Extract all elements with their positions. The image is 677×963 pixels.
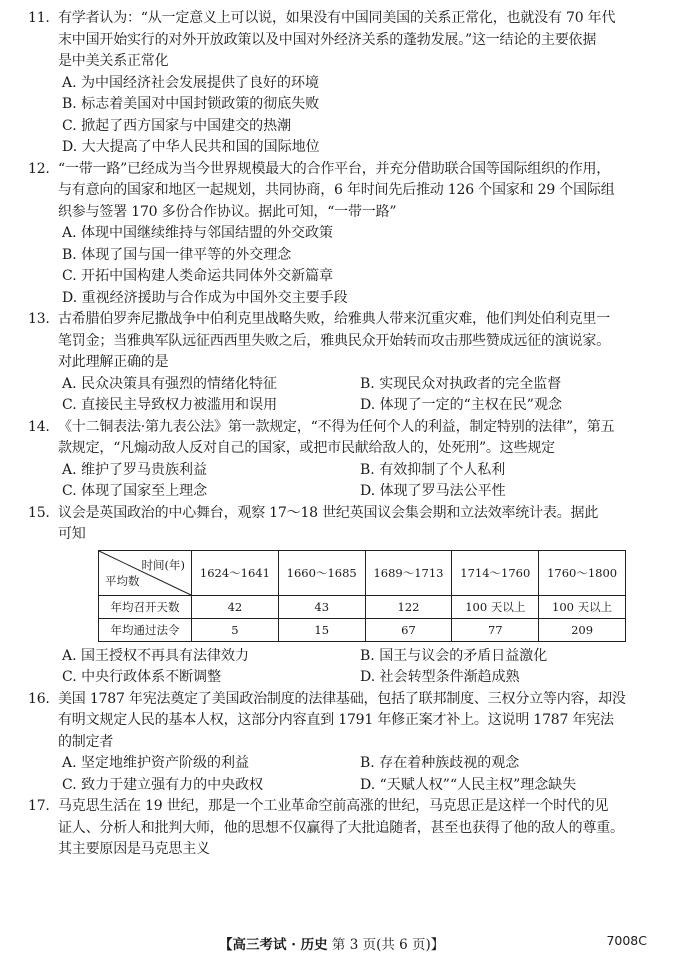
table-cell: 122 [365,595,452,618]
table-header-cell: 1760～1800 [539,550,626,595]
table-header-cell: 1689～1713 [365,550,452,595]
question-number: 13. [28,311,50,327]
question-number: 14. [28,418,50,435]
option-b: B. 存在着种族歧视的观念 [360,755,520,771]
question-13 [28,309,658,417]
option-c: C. 开拓中国构建人类命运共同体外交新篇章 [62,268,334,284]
option-b: B. 国王与议会的矛盾日益激化 [360,647,548,664]
option-d: D. 社会转型条件渐趋成熟 [360,669,520,685]
question-16 [28,689,658,797]
option-d: D. 大大提高了中华人民共和国的国际地位 [62,139,320,155]
footer-paper-code: 7008C [606,933,647,948]
question-stem-line: “一带一路”已经成为当今世界规模最大的合作平台，并充分借助联合国等国际组织的作用， [58,160,611,177]
question-stem-line: 有学者认为：“从一定意义上可以说，如果没有中国同美国的关系正常化，也就没有 70 年代 [58,10,616,26]
parliament-stats-table [98,550,626,642]
option-c: C. 掀起了西方国家与中国建交的热潮 [62,117,292,134]
option-c: C. 致力于建立强有力的中央政权 [62,776,264,793]
footer-page-number: 第 3 页(共 6 页)】 [331,937,445,953]
question-stem-line: 《十二铜表法·第九表公法》第一款规定，“不得为任何个人的利益，制定特别的法律”，第五 [58,418,615,435]
table-cell: 15 [278,618,365,641]
question-stem-line: 证人、分析人和批判大师，他的思想不仅赢得了大批追随者，甚至也获得了他的敌人的尊重。 [58,819,624,836]
question-stem-line: 是中美关系正常化 [58,53,169,69]
question-stem-line: 与有意向的国家和地区一起规划，共同协商，6 年时间先后推动 126 个国家和 29 个国际组 [58,182,615,198]
option-d: D. 体现了一定的“主权在民”观念 [360,397,562,413]
option-c: C. 直接民主导致权力被滥用和误用 [62,397,278,413]
option-b: B. 有效抑制了个人私利 [360,461,506,478]
option-b: B. 实现民众对执政者的完全监督 [360,375,562,392]
table-header-cell: 1660～1685 [278,550,365,595]
table-header-row [99,550,626,595]
corner-label-time: 时间(年) [141,557,185,572]
question-number: 12. [28,160,50,177]
table-cell: 209 [539,618,626,641]
option-a: A. 坚定地维护资产阶级的利益 [62,755,250,771]
table-row [99,595,626,618]
option-d: D. 体现了罗马法公平性 [360,483,506,499]
option-d: D. 重视经济援助与合作成为中国外交主要手段 [62,289,348,306]
question-12 [28,159,658,310]
option-a: A. 体现中国继续维持与邻国结盟的外交政策 [62,225,334,241]
question-stem-line: 马克思生活在 19 世纪，那是一个工业革命空前高涨的世纪，马克思正是这样一个时代的见 [58,798,609,814]
question-number: 11. [28,10,50,26]
table-cell: 43 [278,595,365,618]
table-cell: 100 天以上 [539,595,626,618]
question-stem-line: 可知 [58,526,86,542]
question-stem-line: 古希腊伯罗奔尼撒战争中伯利克里战略失败，给雅典人带来沉重灾难，他们判处伯利克里一 [58,311,610,327]
table-row-label: 年均召开天数 [99,595,192,618]
question-11 [28,8,658,159]
question-stem-line: 美国 1787 年宪法奠定了美国政治制度的法律基础，包括了联邦制度、三权分立等内容，却没 [58,690,626,707]
question-stem-line: 的制定者 [58,733,114,750]
option-a: A. 维护了罗马贵族利益 [62,461,208,478]
question-stem-line: 议会是英国政治的中心舞台，观察 17～18 世纪英国议会集会期和立法效率统计表。据此 [58,504,599,521]
question-stem-line: 有明文规定人民的基本人权，这部分内容直到 1791 年修正案才补上。这说明 1787 年宪法 [58,712,614,728]
question-stem-line: 款规定，“凡煽动敌人反对自己的国家，或把市民献给敌人的，处死刑”。这些规定 [58,440,555,456]
question-stem-line: 其主要原因是马克思主义 [58,841,210,857]
table-cell: 5 [192,618,279,641]
corner-label-average: 平均数 [105,573,140,588]
option-c: C. 体现了国家至上理念 [62,483,208,499]
option-a: A. 为中国经济社会发展提供了良好的环境 [62,74,320,91]
table-header-cell: 1624～1641 [192,550,279,595]
table-row [99,618,626,641]
question-15 [28,503,658,689]
table-row-label: 年均通过法令 [99,618,192,641]
question-number: 17. [28,798,50,814]
option-d: D. “天赋人权”“人民主权”理念缺失 [360,776,577,793]
question-stem-line: 对此理解正确的是 [58,354,169,370]
footer-exam-title: 【高三考试 · 历史 [219,937,328,953]
table-cell: 67 [365,618,452,641]
question-list [28,8,658,861]
question-stem-line: 末中国开始实行的对外开放政策以及中国对外经济关系的蓬勃发展。”这一结论的主要依据 [58,31,597,48]
table-cell: 77 [452,618,539,641]
question-stem-line: 织参与签署 170 多份合作协议。据此可知，“一带一路” [58,203,397,220]
question-stem-line: 笔罚金；当雅典军队远征西西里失败之后，雅典民众开始转而攻击那些赞成远征的演说家。 [58,332,610,349]
table-header-cell: 1714～1760 [452,550,539,595]
table-cell: 100 天以上 [452,595,539,618]
option-c: C. 中央行政体系不断调整 [62,669,222,685]
question-number: 16. [28,690,50,707]
question-17 [28,796,658,861]
option-b: B. 标志着美国对中国封锁政策的彻底失败 [62,96,320,112]
question-number: 15. [28,504,50,521]
question-14 [28,417,658,503]
option-a: A. 国王授权不再具有法律效力 [62,647,250,664]
option-b: B. 体现了国与国一律平等的外交理念 [62,246,292,263]
table-corner-cell [99,550,192,595]
option-a: A. 民众决策具有强烈的情绪化特征 [62,375,278,392]
table-cell: 42 [192,595,279,618]
